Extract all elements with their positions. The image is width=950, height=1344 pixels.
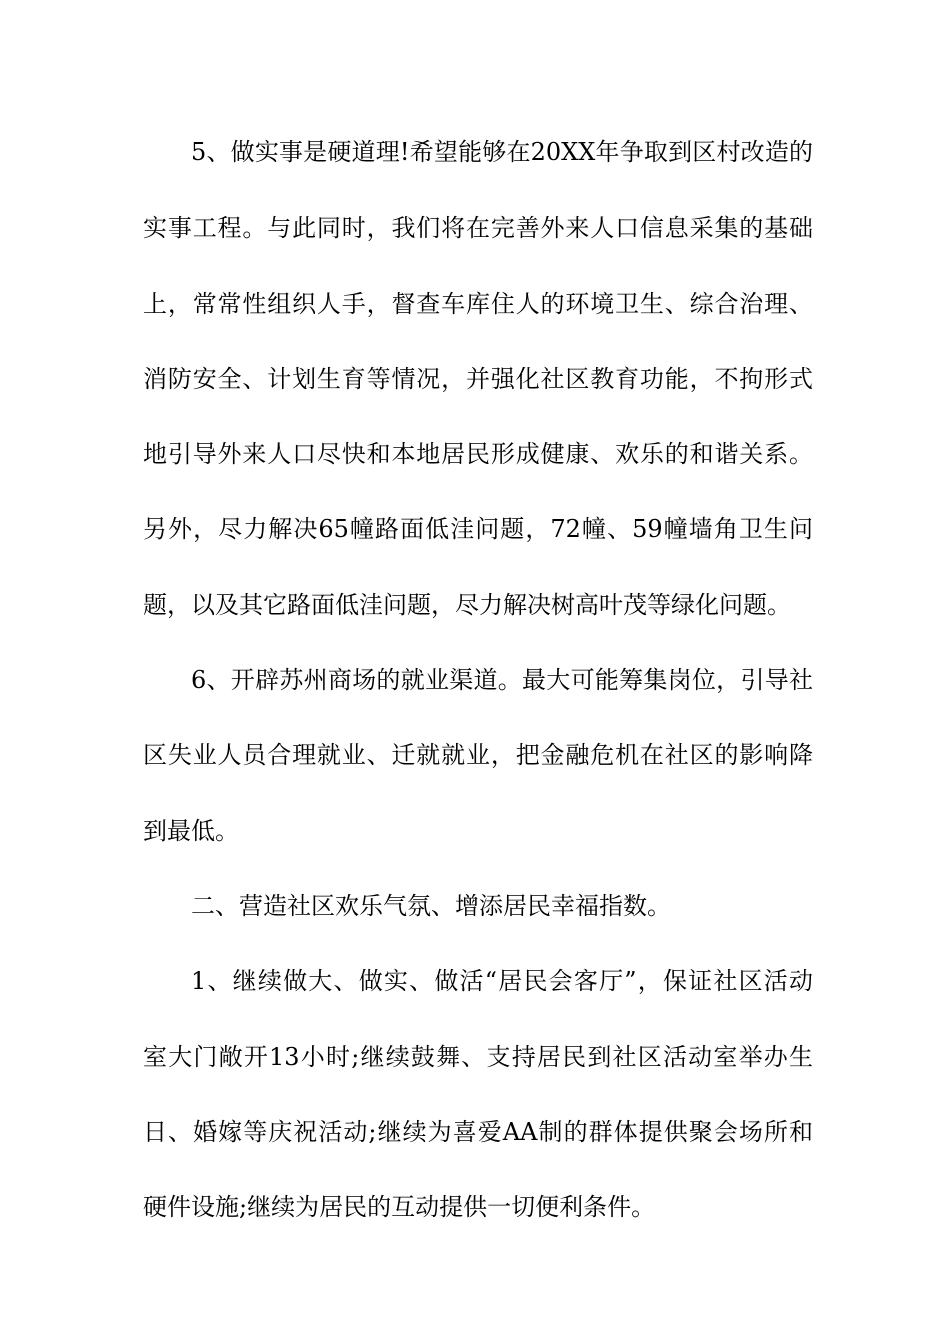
- paragraph-5-line-4: 消防安全、计划生育等情况，并强化社区教育功能，不拘形式: [143, 365, 813, 393]
- paragraph-1-line-4: 硬件设施;继续为居民的互动提供一切便利条件。: [143, 1193, 656, 1221]
- paragraph-5-line-1: 5、做实事是硬道理!希望能够在20XX年争取到区村改造的: [191, 138, 813, 166]
- paragraph-1-line-2: 室大门敞开13小时;继续鼓舞、支持居民到社区活动室举办生: [143, 1043, 813, 1071]
- paragraph-5-line-7: 题，以及其它路面低洼问题，尽力解决树高叶茂等绿化问题。: [143, 591, 791, 619]
- paragraph-6-line-3: 到最低。: [143, 817, 239, 845]
- paragraph-1-line-3: 日、婚嫁等庆祝活动;继续为喜爱AA制的群体提供聚会场所和: [143, 1118, 813, 1146]
- paragraph-5-line-6: 另外，尽力解决65幢路面低洼问题，72幢、59幢墙角卫生问: [143, 515, 813, 543]
- paragraph-6-line-1: 6、开辟苏州商场的就业渠道。最大可能筹集岗位，引导社: [191, 666, 813, 694]
- paragraph-5-line-5: 地引导外来人口尽快和本地居民形成健康、欢乐的和谐关系。: [143, 440, 813, 468]
- paragraph-6-line-2: 区失业人员合理就业、迁就就业，把金融危机在社区的影响降: [143, 741, 813, 769]
- paragraph-5-line-3: 上，常常性组织人手，督查车库住人的环境卫生、综合治理、: [143, 290, 813, 318]
- paragraph-5-line-2: 实事工程。与此同时，我们将在完善外来人口信息采集的基础: [143, 214, 813, 242]
- paragraph-1-line-1: 1、继续做大、做实、做活“居民会客厅”，保证社区活动: [191, 967, 813, 995]
- section-heading-2: 二、营造社区欢乐气氛、增添居民幸福指数。: [191, 892, 671, 920]
